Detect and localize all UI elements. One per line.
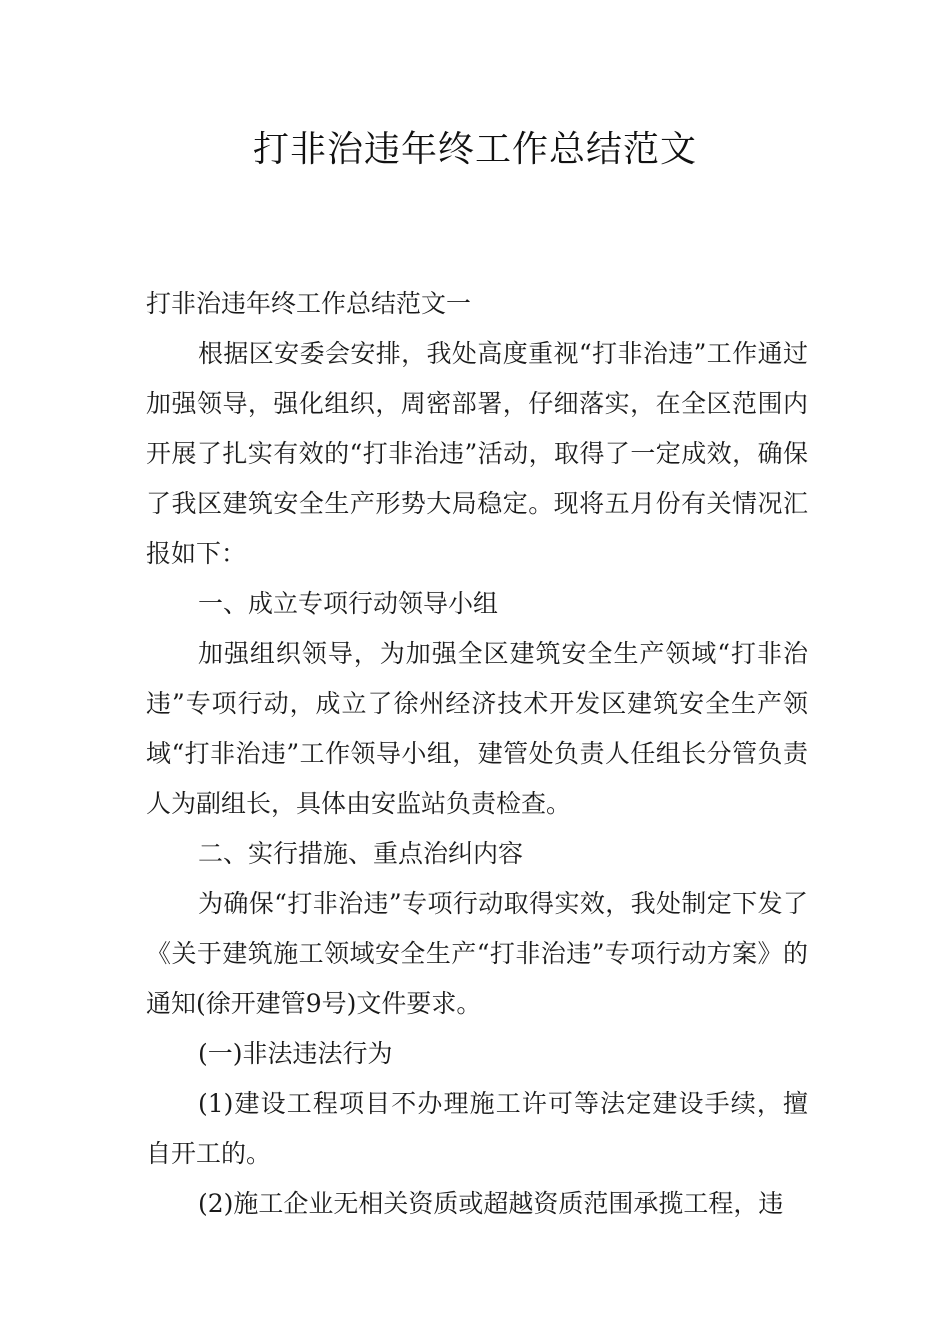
section-heading-1: 一、成立专项行动领导小组 bbox=[198, 589, 499, 618]
document-title: 打非治违年终工作总结范文 bbox=[252, 129, 697, 170]
paragraph-subtitle: 打非治违年终工作总结范文一 bbox=[146, 289, 472, 318]
list-item-1: (1)建设工程项目不办理施工许可等法定建设手续，擅自开工的。 bbox=[146, 1089, 808, 1168]
section-heading-2: 二、实行措施、重点治纠内容 bbox=[198, 839, 524, 868]
list-item-2: (2)施工企业无相关资质或超越资质范围承揽工程，违 bbox=[198, 1189, 784, 1218]
paragraph-measures: 为确保“打非治违”专项行动取得实效，我处制定下发了《关于建筑施工领域安全生产“打非治违”专项行动方案》的通知(徐开建管9号)文件要求。 bbox=[146, 889, 808, 1018]
paragraph-leadership: 加强组织领导，为加强全区建筑安全生产领域“打非治违”专项行动，成立了徐州经济技术开发区建筑安全生产领域“打非治违”工作领导小组，建管处负责人任组长分管负责人为副组长，具体由安监站负责检查。 bbox=[146, 639, 808, 818]
document-body bbox=[146, 279, 808, 1229]
paragraph-intro: 根据区安委会安排，我处高度重视“打非治违”工作通过加强领导，强化组织，周密部署，仔细落实，在全区范围内开展了扎实有效的“打非治违”活动，取得了一定成效，确保了我区建筑安全生产形势大局稳定。现将五月份有关情况汇报如下： bbox=[146, 339, 808, 568]
subsection-heading-1: (一)非法违法行为 bbox=[198, 1039, 393, 1068]
